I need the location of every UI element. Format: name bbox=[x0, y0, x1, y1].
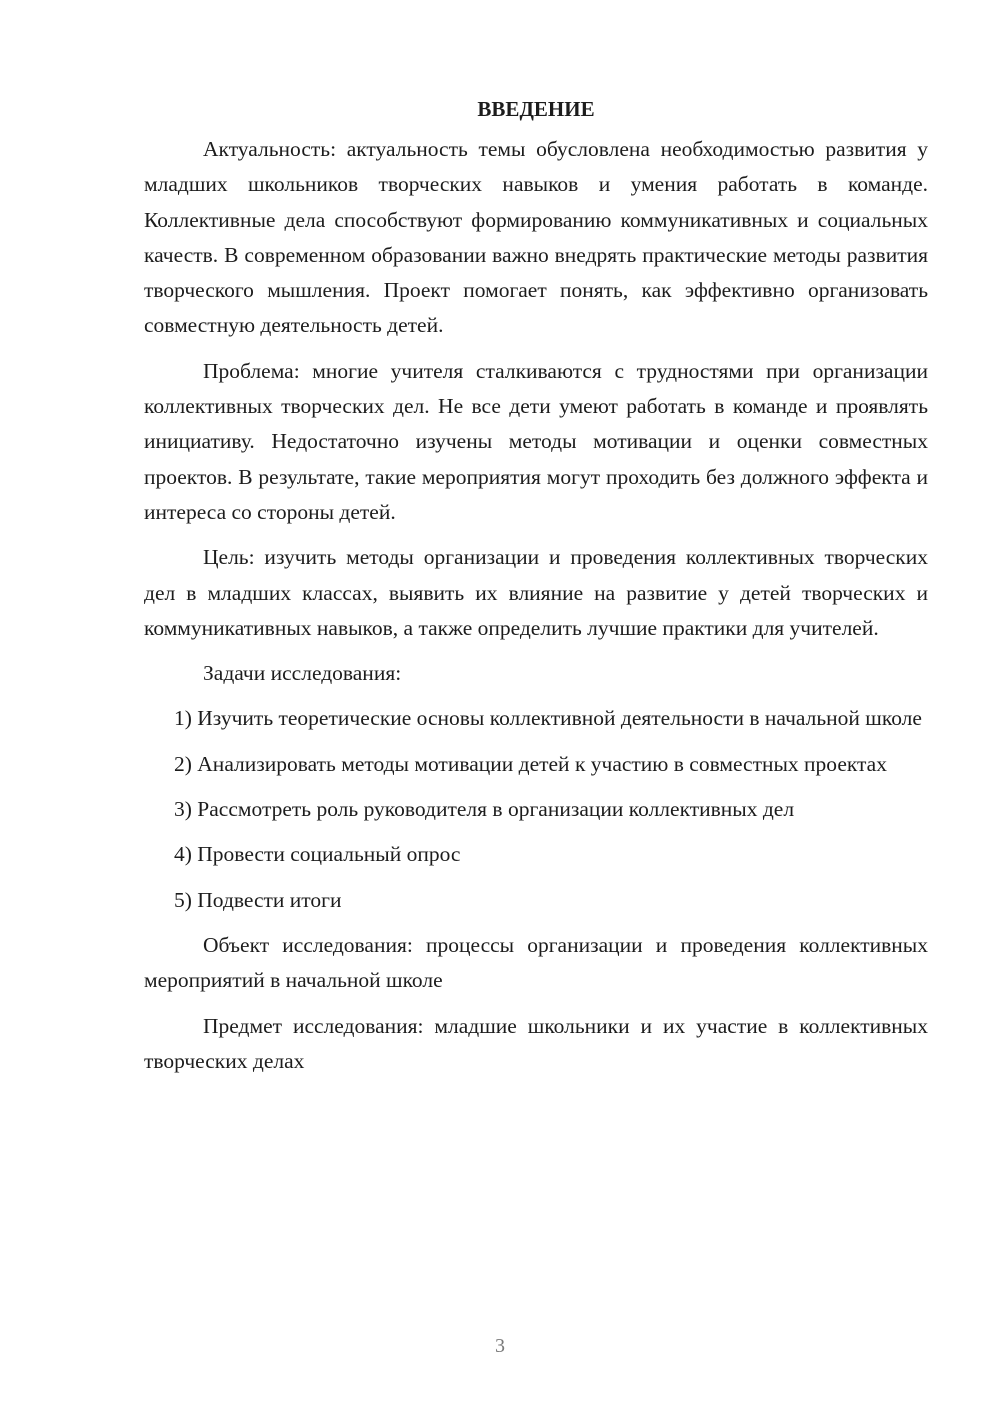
paragraph-goal: Цель: изучить методы организации и проведения коллективных творческих дел в младших классах, выявить их влияние на развитие у детей творческих и коммуникативных навыков, а также определить лучшие практики для учителей. bbox=[144, 545, 928, 640]
section-title: ВВЕДЕНИЕ bbox=[477, 97, 595, 121]
page-content bbox=[144, 92, 928, 1089]
paragraph-relevance: Актуальность: актуальность темы обусловлена необходимостью развития у младших школьников творческих навыков и умения работать в команде. Коллективные дела способствуют формированию коммуникативных и социальных качеств. В современном образовании важно внедрять практические методы развития творческого мышления. Проект помогает понять, как эффективно организовать совместную деятельность детей. bbox=[144, 137, 928, 338]
task-item-4: 4) Провести социальный опрос bbox=[174, 842, 461, 867]
task-item-5: 5) Подвести итоги bbox=[174, 887, 342, 912]
paragraph-subject: Предмет исследования: младшие школьники и их участие в коллективных творческих делах bbox=[144, 1013, 928, 1073]
task-item-2: 2) Анализировать методы мотивации детей к участию в совместных проектах bbox=[174, 751, 887, 776]
page-number: 3 bbox=[495, 1335, 505, 1357]
task-item-3: 3) Рассмотреть роль руководителя в организации коллективных дел bbox=[174, 797, 795, 822]
paragraph-problem: Проблема: многие учителя сталкиваются с трудностями при организации коллективных творческих дел. Не все дети умеют работать в команде и проявлять инициативу. Недостаточно изучены методы мотивации и оценки совместных проектов. В результате, такие мероприятия могут проходить без должного эффекта и интереса со стороны детей. bbox=[144, 358, 928, 524]
task-item-1: 1) Изучить теоретические основы коллективной деятельности в начальной школе bbox=[174, 706, 922, 731]
tasks-heading: Задачи исследования: bbox=[203, 661, 402, 686]
paragraph-object: Объект исследования: процессы организации и проведения коллективных мероприятий в начальной школе bbox=[144, 932, 928, 993]
